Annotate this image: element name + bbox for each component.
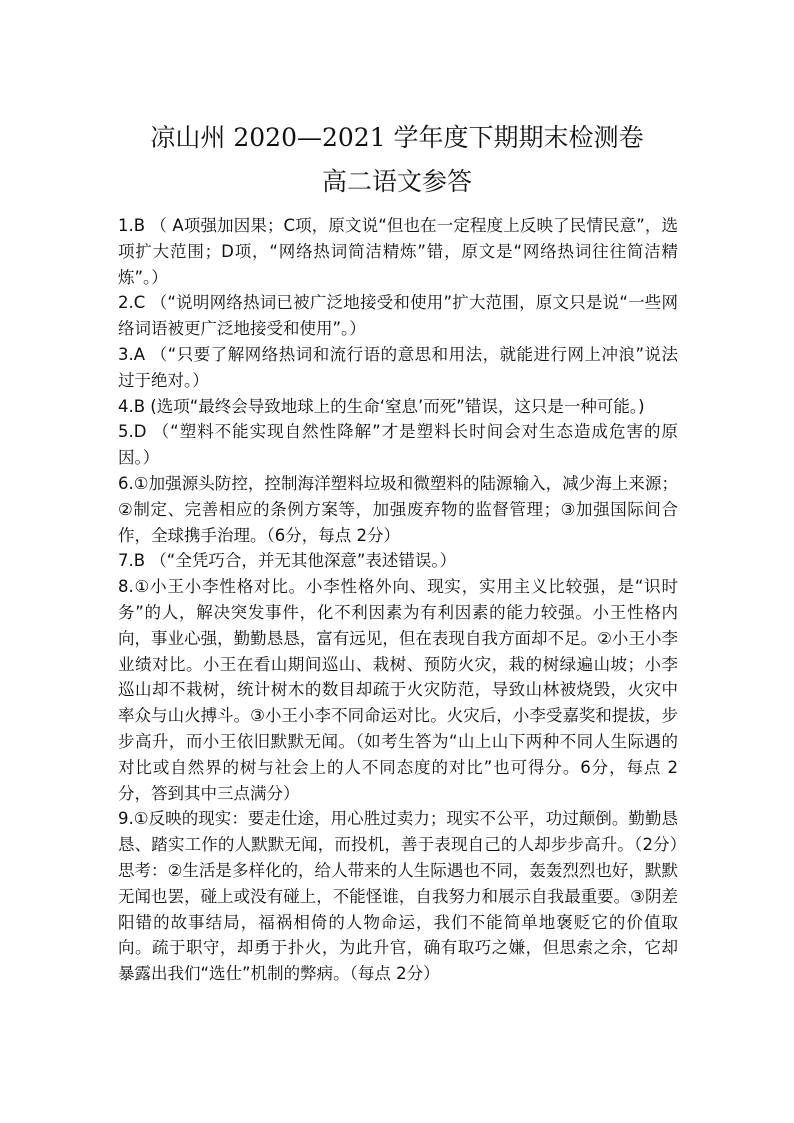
answer-item-8: 8.①小王小李性格对比。小李性格外向、现实，实用主义比较强，是“识时务”的人，解决突发事件，化不利因素为有利因素的能力较强。小王性格内向，事业心强，勤勤恳恳，富有远见，但在表现自我方面却不足。②小王小李业绩对比。小王在看山期间巡山、栽树、预防火灾，栽的树绿遍山坡；小李巡山却不栽树，统计树木的数目却疏于火灾防范，导致山林被烧毁，火灾中率众与山火搏斗。③小王小李不同命运对比。火灾后，小李受嘉奖和提拔，步步高升，而小王依旧默默无闻。（如考生答为“山上山下两种不同人生际遇的对比或自然界的树与社会上的人不同态度的对比”也可得分。6分，每点 2分，答到其中三点满分） [118, 577, 678, 803]
answer-item-5: 5.D （“塑料不能实现自然性降解”才是塑料长时间会对生态造成危害的原因。） [118, 422, 678, 468]
answer-item-9: 9.①反映的现实：要走仕途，用心胜过卖力；现实不公平，功过颠倒。勤勤恳恳、踏实工作的人默默无闻，而投机，善于表现自己的人却步步高升。（2分）思考：②生活是多样化的，给人带来的人生际遇也不同，轰轰烈烈也好，默默无闻也罢，碰上或没有碰上，不能怪谁，自我努力和展示自我最重要。③阴差阳错的故事结局，福祸相倚的人物命运，我们不能简单地褒贬它的价值取向。疏于职守，却勇于扑火，为此升官，确有取巧之嫌，但思索之余，它却暴露出我们“选仕”机制的弊病。（每点 2分） [118, 809, 678, 984]
answer-list [118, 213, 678, 987]
answer-item-1: 1.B （ A项强加因果；C项，原文说“但也在一定程度上反映了民情民意”，选项扩大范围；D项，“网络热词简洁精炼”错，原文是“网络热词往往简洁精炼”。） [118, 216, 678, 287]
answer-item-4: 4.B (选项“最终会导致地球上的生命‘窒息’而死”错误，这只是一种可能。) [118, 396, 645, 416]
answer-item-3: 3.A （“只要了解网络热词和流行语的意思和用法，就能进行网上冲浪”说法过于绝对。） [118, 344, 678, 390]
answer-item-2: 2.C （“说明网络热词已被广泛地接受和使用”扩大范围，原文只是说“一些网络词语被更广泛地接受和使用”。） [118, 293, 678, 339]
answer-item-6: 6.①加强源头防控，控制海洋塑料垃圾和微塑料的陆源输入，减少海上来源；②制定、完善相应的条例方案等，加强废弃物的监督管理；③加强国际间合作，全球携手治理。（6分，每点 2分） [118, 473, 678, 545]
page-subtitle: 高二语文参答 [321, 167, 472, 196]
page-title: 凉山州 2020—2021 学年度下期期末检测卷 [150, 123, 644, 152]
answer-item-7: 7.B （“全凭巧合，并无其他深意”表述错误。） [118, 551, 457, 571]
